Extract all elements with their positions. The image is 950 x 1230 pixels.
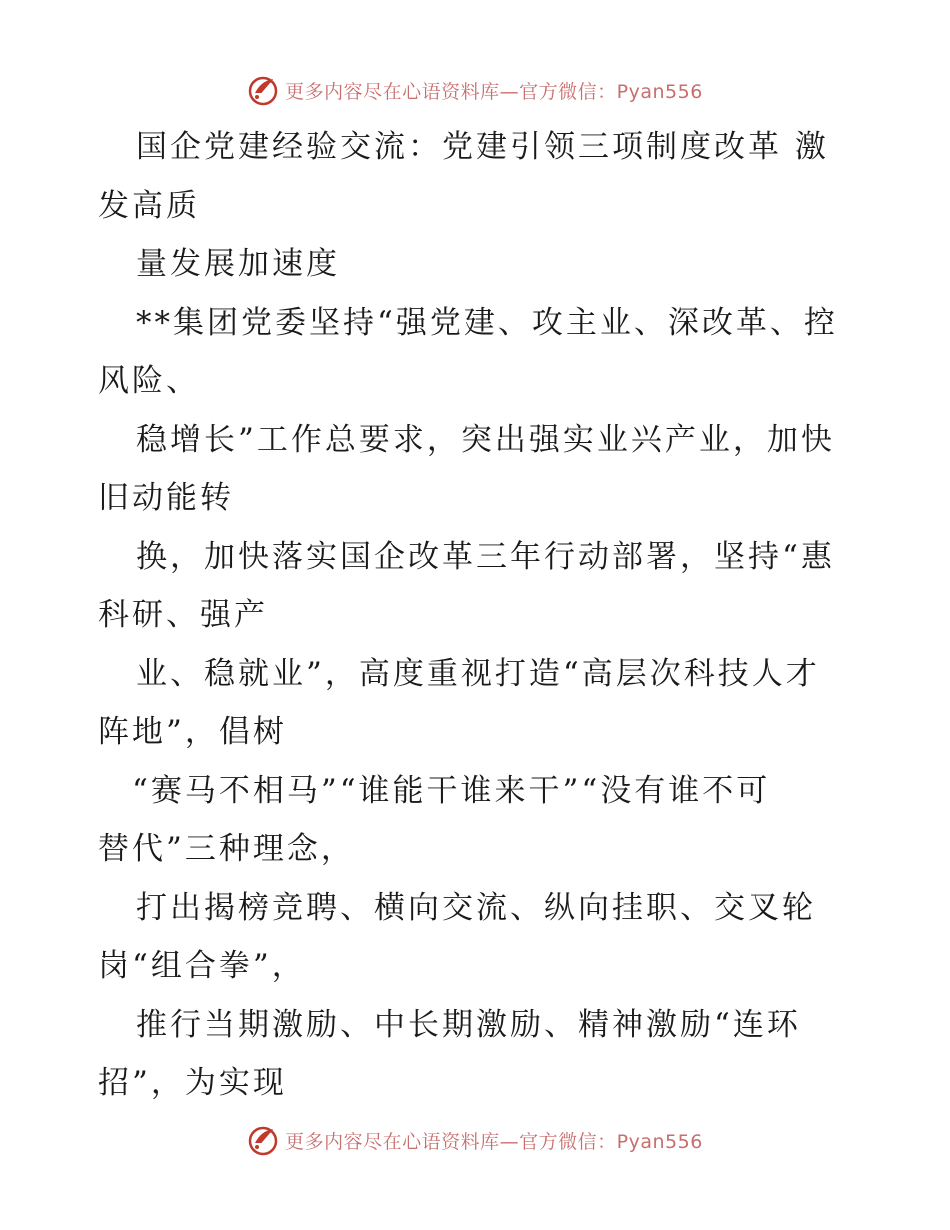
watermark-header bbox=[0, 70, 950, 110]
watermark-footer bbox=[0, 1120, 950, 1160]
watermark-logo-icon bbox=[247, 1123, 281, 1157]
text-line: 换，加快落实国企改革三年行动部署，坚持“惠 bbox=[136, 538, 835, 575]
text-line: 风险、 bbox=[98, 363, 200, 399]
text-line: 发高质 bbox=[98, 187, 200, 224]
text-line: 岗“组合拳”， bbox=[98, 948, 306, 984]
text-line: 科研、强产 bbox=[98, 597, 268, 633]
text-line: 稳增长”工作总要求，突出强实业兴产业，加快 bbox=[136, 421, 835, 458]
document-body bbox=[98, 118, 858, 1113]
watermark-logo-icon bbox=[247, 73, 281, 107]
text-line: **集团党委坚持“强党建、攻主业、深改革、控 bbox=[136, 304, 838, 341]
watermark-text: 更多内容尽在心语资料库—官方微信：Pyan556 bbox=[285, 1130, 703, 1153]
text-line: 量发展加速度 bbox=[136, 246, 340, 282]
watermark-text: 更多内容尽在心语资料库—官方微信：Pyan556 bbox=[285, 80, 703, 103]
text-line: 招”，为实现 bbox=[98, 1065, 287, 1101]
text-line: “赛马不相马”“谁能干谁来干”“没有谁不可 bbox=[132, 772, 771, 809]
text-line: 旧动能转 bbox=[98, 480, 234, 516]
text-line: 替代”三种理念， bbox=[98, 831, 355, 867]
text-line: 国企党建经验交流：党建引领三项制度改革 激 bbox=[136, 129, 829, 165]
text-line: 阵地”，倡树 bbox=[98, 714, 287, 750]
text-line: 打出揭榜竞聘、横向交流、纵向挂职、交叉轮 bbox=[136, 889, 816, 926]
text-line: 推行当期激励、中长期激励、精神激励“连环 bbox=[136, 1006, 801, 1043]
text-line: 业、稳就业”，高度重视打造“高层次科技人才 bbox=[136, 655, 820, 692]
